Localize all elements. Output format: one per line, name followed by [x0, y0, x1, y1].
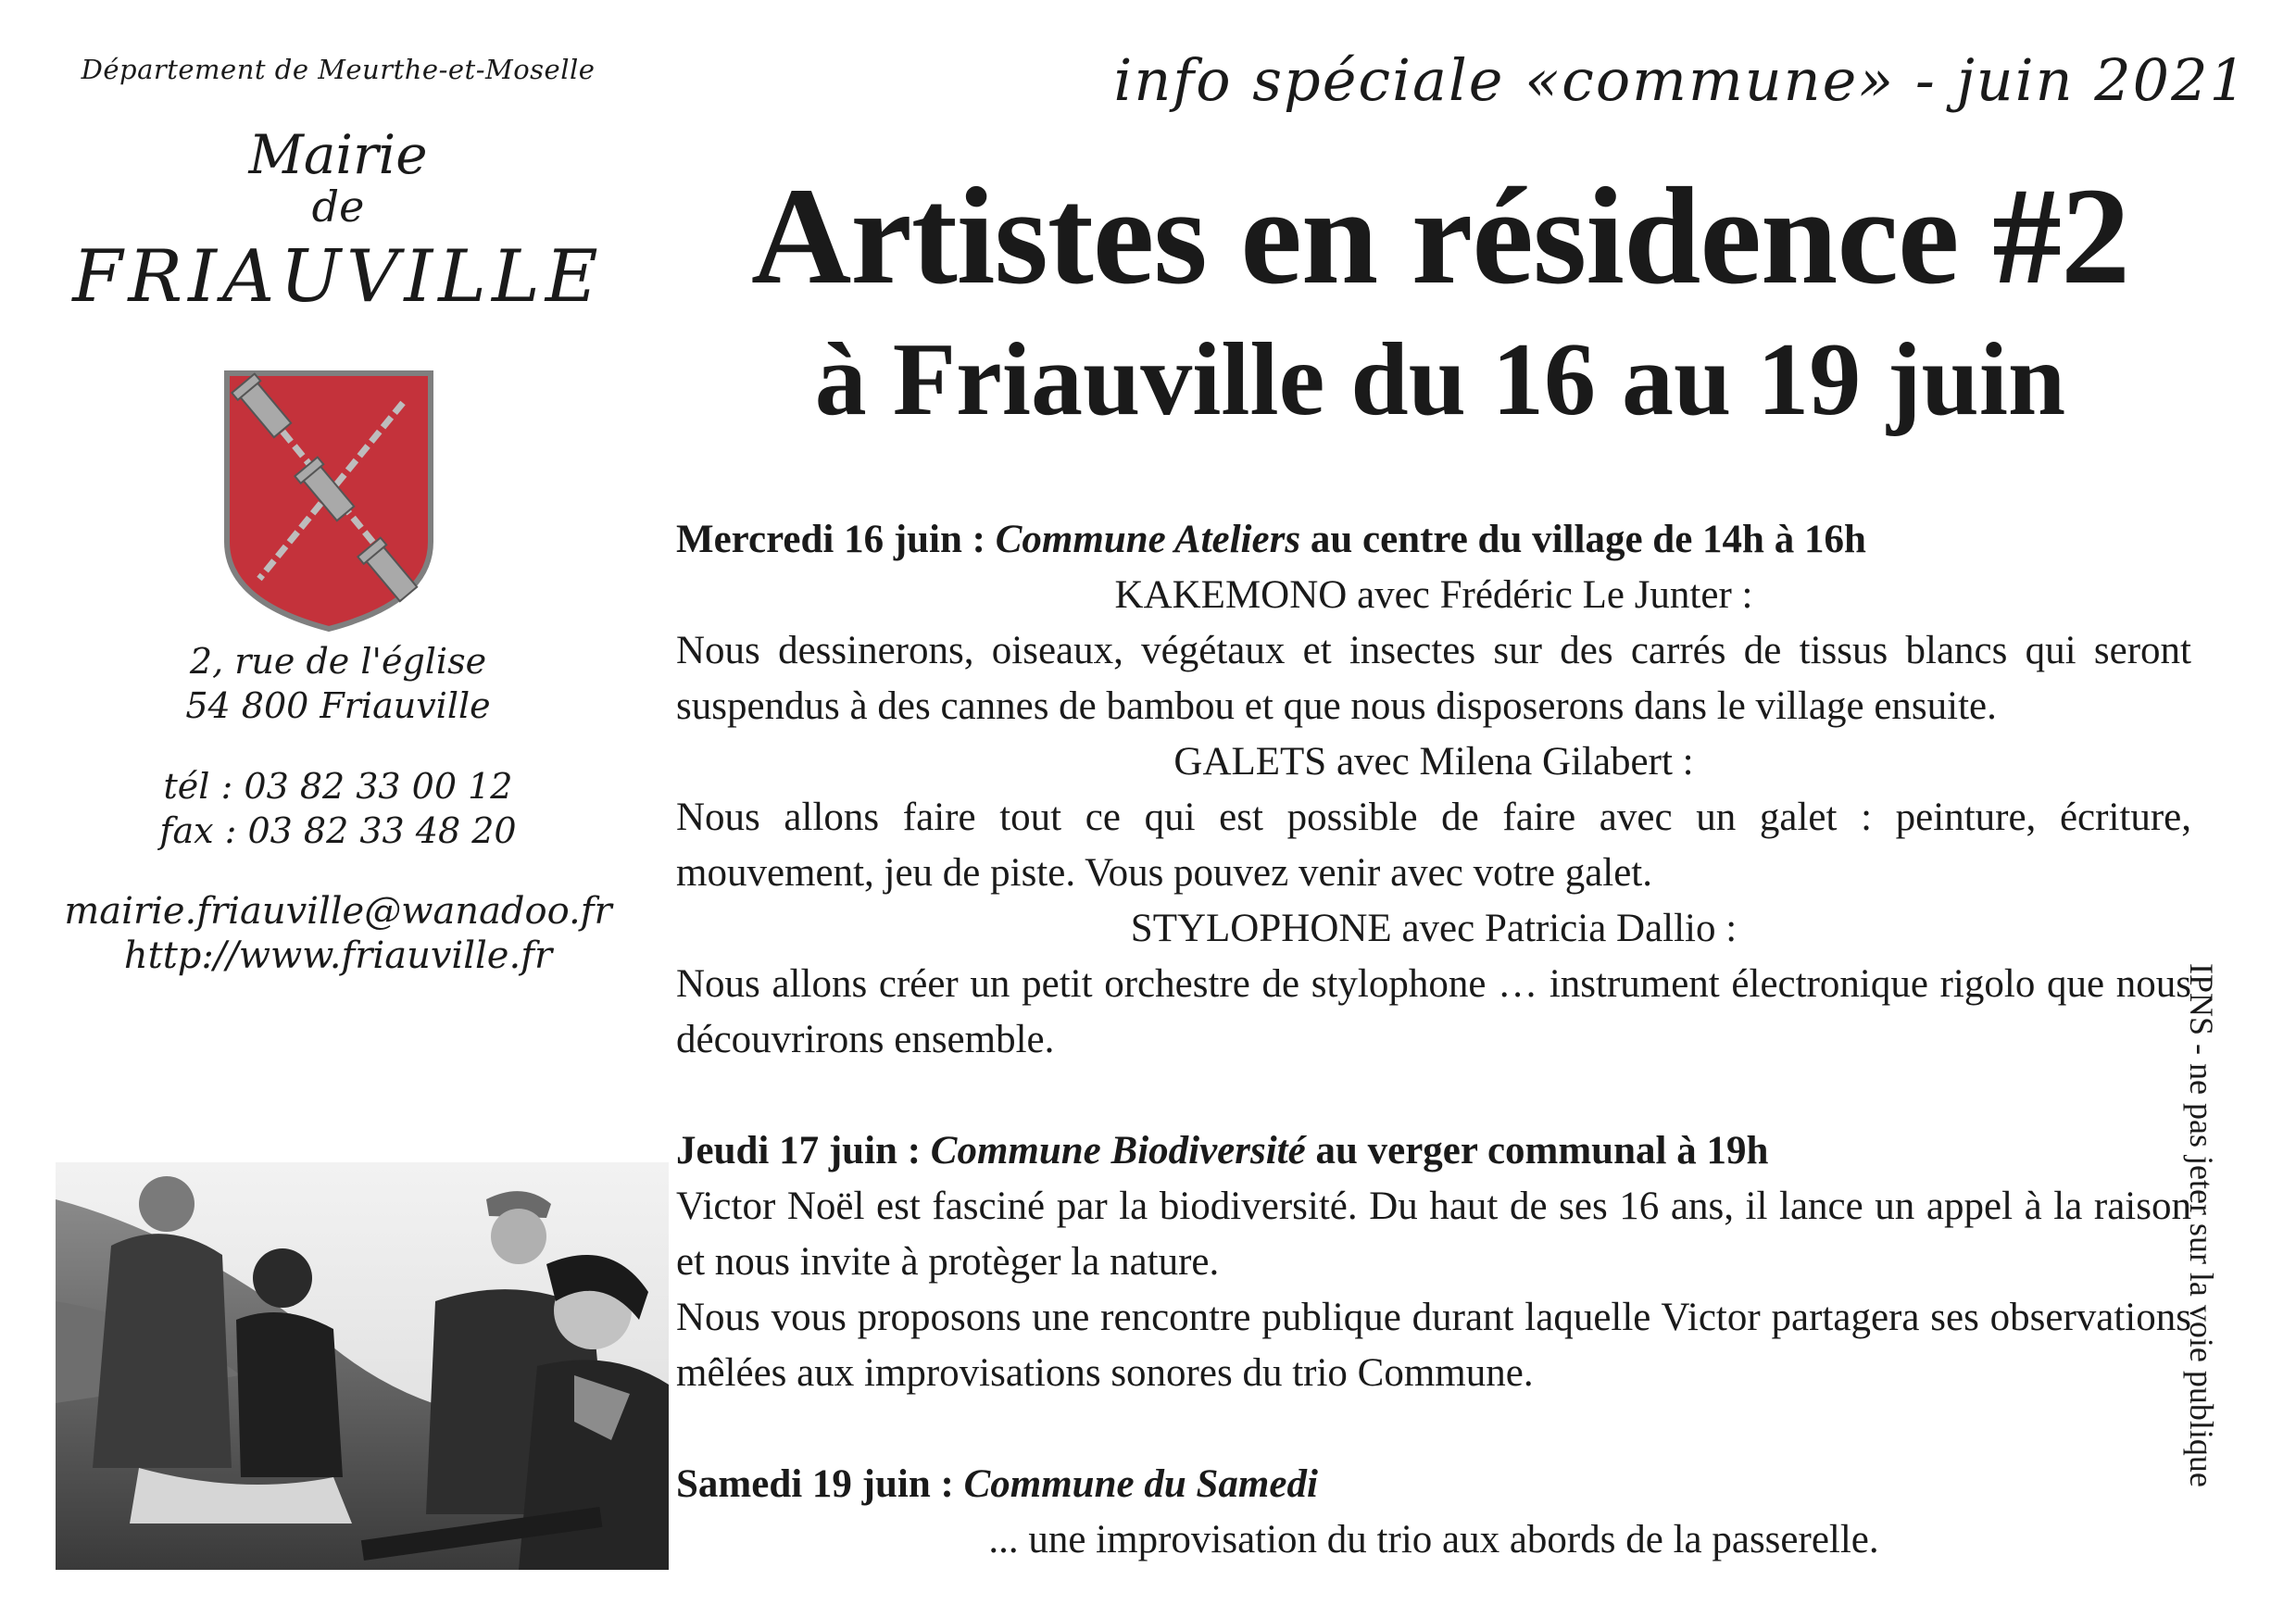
program-content — [676, 512, 2191, 1568]
event-wednesday-heading — [676, 512, 2191, 568]
ipns-note — [2183, 963, 2260, 1574]
workshop-stylophone-text: Nous allons créer un petit orchestre de stylophone … instrument électronique rigolo que nous découvrirons ensemble. — [676, 962, 2191, 1061]
coat-of-arms-icon — [218, 366, 440, 634]
event-saturday-heading — [676, 1457, 2191, 1512]
address-street: 2, rue de l'église — [189, 641, 487, 682]
event-thursday-text-2: Nous vous proposons une rencontre publique durant laquelle Victor partagera ses observations mêlées aux improvisations sonores du trio Commune. — [676, 1296, 2191, 1395]
issue-label: info spéciale «commune» - juin 2021 — [1113, 46, 2248, 114]
address-city: 54 800 Friauville — [185, 685, 491, 726]
event-date: Jeudi 17 juin : — [676, 1129, 931, 1172]
event-name: Commune Biodiversité — [930, 1129, 1306, 1172]
workshop-stylophone-title: STYLOPHONE avec Patricia Dallio : — [1130, 907, 1738, 950]
page-subtitle: à Friauville du 16 au 19 juin — [814, 322, 2066, 437]
event-name: Commune Ateliers — [995, 518, 1301, 561]
event-thursday-text: Victor Noël est fasciné par la biodiversité. Du haut de ses 16 ans, il lance un appel à la raison et nous invite à protèger la nature. — [676, 1185, 2191, 1284]
phone-number: tél : 03 82 33 00 12 — [163, 766, 513, 807]
website-link[interactable]: http://www.friauville.fr — [123, 934, 553, 977]
event-date: Mercredi 16 juin : — [676, 518, 996, 561]
fax-number: fax : 03 82 33 48 20 — [159, 810, 517, 851]
event-place: au verger communal à 19h — [1305, 1129, 1769, 1172]
department-label: Département de Meurthe-et-Moselle — [81, 54, 596, 85]
workshop-kakemono-title: KAKEMONO avec Frédéric Le Junter : — [1114, 573, 1753, 617]
event-saturday-text: ... une improvisation du trio aux abords de la passerelle. — [988, 1518, 1879, 1561]
event-date: Samedi 19 juin : — [676, 1462, 964, 1506]
web-contacts — [37, 889, 639, 978]
phone-block — [37, 764, 639, 853]
postal-address — [37, 639, 639, 728]
artists-photo — [56, 1162, 669, 1570]
workshop-galets-text: Nous allons faire tout ce qui est possible de faire avec un galet : peinture, écriture, mouvement, jeu de piste. Vous pouvez venir avec votre galet. — [676, 796, 2191, 895]
commune-name: FRIAUVILLE — [72, 235, 604, 319]
event-thursday-heading — [676, 1123, 2191, 1179]
mairie-label: Mairie — [248, 123, 428, 186]
event-name: Commune du Samedi — [963, 1462, 1318, 1506]
email-address[interactable]: mairie.friauville@wanadoo.fr — [64, 890, 612, 933]
mairie-de-label: de — [311, 182, 365, 232]
page-title: Artistes en résidence #2 — [750, 159, 2130, 313]
workshop-kakemono-text: Nous dessinerons, oiseaux, végétaux et insectes sur des carrés de tissus blancs qui seront suspendus à des cannes de bambou et que nous disposerons dans le village ensuite. — [676, 629, 2191, 728]
event-place: au centre du village de 14h à 16h — [1300, 518, 1866, 561]
workshop-galets-title: GALETS avec Milena Gilabert : — [1173, 740, 1694, 784]
ipns-note-text: IPNS - ne pas jeter sur la voie publique — [2183, 963, 2220, 1487]
